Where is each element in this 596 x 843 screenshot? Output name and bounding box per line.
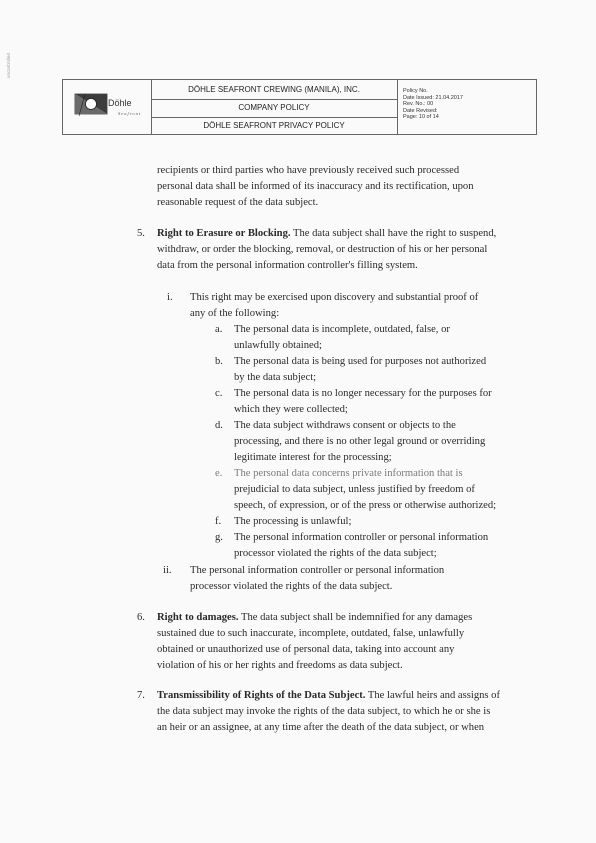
text-line: The data subject withdraws consent or objects to the <box>234 420 456 431</box>
company-name: DÖHLE SEAFRONT CREWING (MANILA), INC. <box>151 80 397 100</box>
header-titles <box>151 80 398 134</box>
item-letter: d. <box>215 420 223 431</box>
section-title: Transmissibility of Rights of the Data Subject. <box>157 690 366 701</box>
text-line: reasonable request of the data subject. <box>157 197 319 208</box>
text-line: violation of his or her rights and freedoms as data subject. <box>157 660 403 671</box>
text-line: processor violated the rights of the data subject. <box>190 581 393 592</box>
text-line: The personal information controller or personal information <box>234 532 489 543</box>
item-letter: e. <box>215 468 223 479</box>
policy-no: Policy No. <box>403 88 428 94</box>
logo-cell <box>63 80 152 134</box>
text-line: which they were collected; <box>234 404 348 415</box>
document-header <box>62 79 537 135</box>
text-line: The personal data concerns private information that is <box>234 468 463 479</box>
item-letter: b. <box>215 356 223 367</box>
item-letter: c. <box>215 388 223 399</box>
text-line: The personal data is incomplete, outdated, false, or <box>234 324 450 335</box>
item-letter: f. <box>215 516 222 527</box>
section-heading-line <box>157 688 523 704</box>
text-line: processor violated the rights of the data subject; <box>234 548 437 559</box>
text-line: sustained due to such inaccurate, incomplete, outdated, false, unlawfully <box>157 628 465 639</box>
text-line: The data subject shall have the right to suspend, <box>290 228 497 239</box>
date-revised: Date Revised: <box>403 107 438 114</box>
text-line: The personal information controller or personal information <box>190 565 445 576</box>
text-line: The lawful heirs and assigns of <box>365 690 501 701</box>
roman-numeral: ii. <box>163 565 172 576</box>
text-line: personal data shall be informed of its inaccuracy and its rectification, upon <box>157 181 474 192</box>
section-title: Right to damages. <box>157 612 239 623</box>
text-line: an heir or an assignee, at any time after the death of the data subject, or when <box>157 722 485 733</box>
text-line: The personal data is being used for purposes not authorized <box>234 356 487 367</box>
text-line: any of the following: <box>190 308 280 319</box>
logo-subtitle: Seafront <box>118 111 142 116</box>
text-line: The data subject shall be indemnified for any damages <box>238 612 473 623</box>
text-line: recipients or third parties who have previously received such processed <box>157 165 460 176</box>
policy-name: DÖHLE SEAFRONT PRIVACY POLICY <box>203 121 345 130</box>
text-line: legitimate interest for the processing; <box>234 452 392 463</box>
section-title: Right to Erasure or Blocking. <box>157 228 291 239</box>
text-line: obtained or unauthorized use of personal data, taking into account any <box>157 644 455 655</box>
section-number: 7. <box>137 690 145 701</box>
text-line: speech, of expression, or of the press or otherwise authorized; <box>234 500 497 511</box>
dohle-flag-logo-icon <box>73 92 109 118</box>
policy-meta <box>403 88 533 121</box>
item-letter: a. <box>215 324 223 335</box>
text-line: by the data subject; <box>234 372 317 383</box>
side-stamp: uncontrolled <box>6 52 11 78</box>
rev-no: Rev. No.: 00 <box>403 101 434 108</box>
text-line: This right may be exercised upon discovery and substantial proof of <box>190 292 479 303</box>
text-line: data from the personal information controller's filling system. <box>157 260 418 271</box>
text-line: processing, and there is no other legal ground or overriding <box>234 436 486 447</box>
date-issued: Date Issued: 21.04.2017 <box>403 94 463 101</box>
item-letter: g. <box>215 532 223 543</box>
text-line: unlawfully obtained; <box>234 340 322 351</box>
roman-numeral: i. <box>167 292 173 303</box>
page-number: Page: 10 of 14 <box>403 114 439 121</box>
section-number: 5. <box>137 228 145 239</box>
text-line: The personal data is no longer necessary for the purposes for <box>234 388 492 399</box>
policy-type: COMPANY POLICY <box>151 99 397 118</box>
section-heading-line <box>157 226 523 242</box>
section-heading-line <box>157 610 523 626</box>
text-line: the data subject may invoke the rights of the data subject, to which he or she is <box>157 706 491 717</box>
section-number: 6. <box>137 612 145 623</box>
text-line: withdraw, or order the blocking, removal, or destruction of his or her personal <box>157 244 488 255</box>
logo-word: Döhle <box>108 98 132 108</box>
text-line: prejudicial to data subject, unless justified by freedom of <box>234 484 475 495</box>
text-line: The processing is unlawful; <box>234 516 352 527</box>
